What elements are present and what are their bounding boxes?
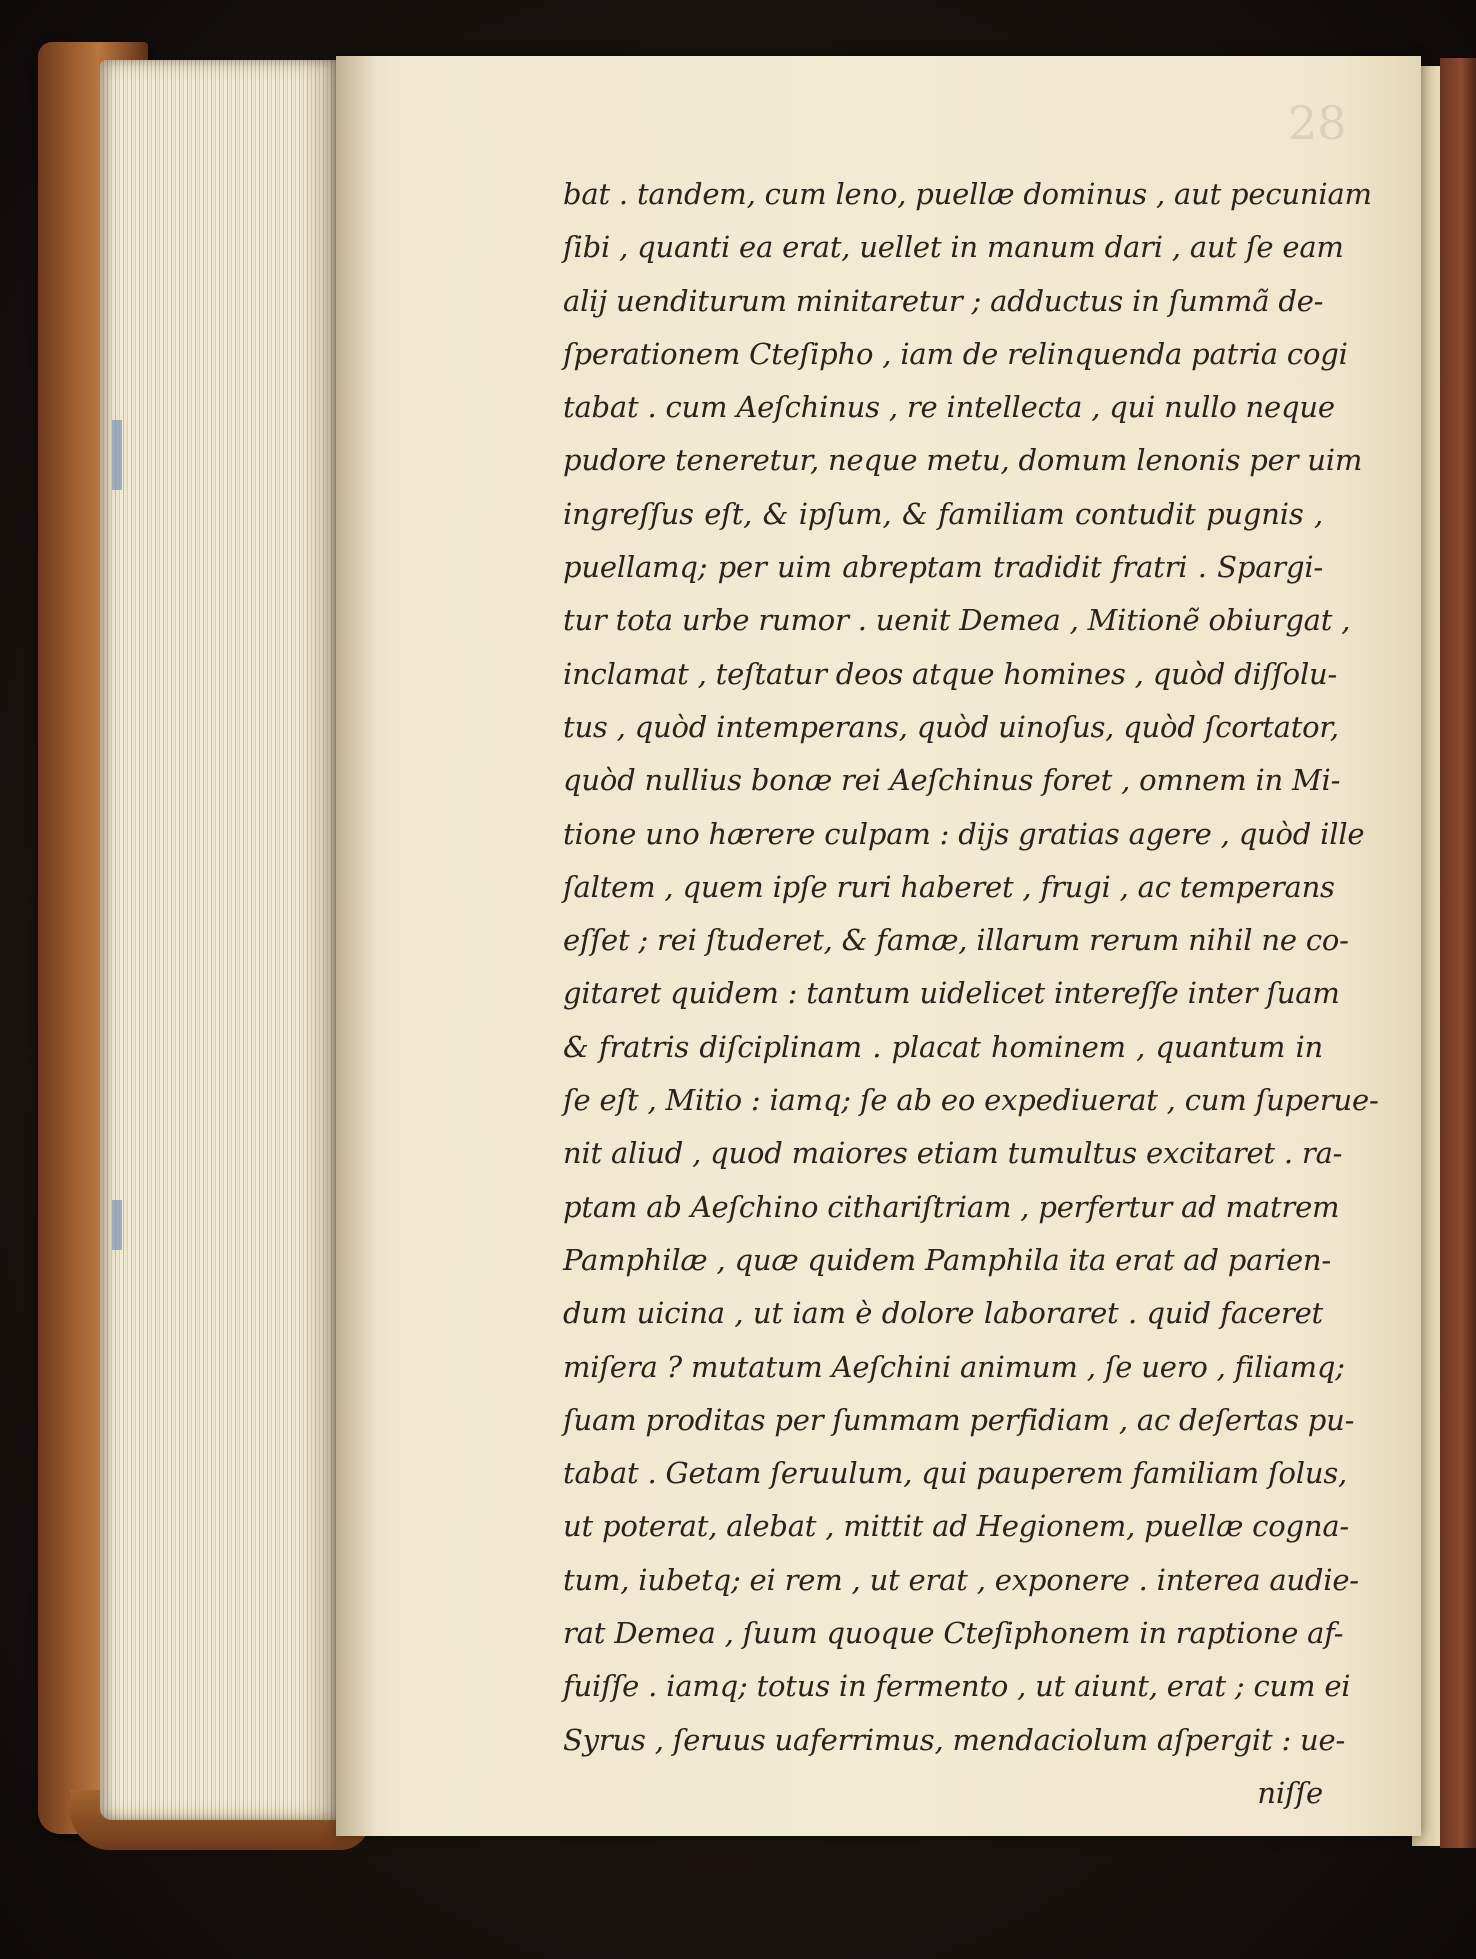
text-line: ptam ab Aeſchino cithariſtriam , perfertur ad matrem [563,1189,1340,1224]
text-line: ut poterat, alebat , mittit ad Hegionem, puellæ cogna- [563,1509,1350,1544]
text-line: gitaret quidem : tantum uidelicet intereſſe inter ſuam [563,976,1340,1011]
text-line: tione uno hærere culpam : dijs gratias agere , quòd ille [563,816,1365,851]
text-line: puellamq; per uim abreptam tradidit fratri . Spargi- [563,550,1323,585]
text-line: eſſet ; rei ſtuderet, & famæ, illarum rerum nihil ne co- [563,923,1349,958]
text-line: quòd nullius bonæ rei Aeſchinus foret , omnem in Mi- [563,763,1341,798]
blue-page-marker [112,1200,122,1250]
text-line: bat . tandem, cum leno, puellæ dominus , aut pecuniam [563,177,1372,211]
page-text [563,168,1379,1820]
catchword: niſſe [1257,1775,1323,1810]
text-line: nit aliud , quod maiores etiam tumultus excitaret . ra- [563,1136,1343,1171]
text-line: dum uicina , ut iam è dolore laboraret . quid faceret [563,1296,1323,1331]
right-cover [1440,58,1476,1848]
text-line: fuiſſe . iamq; totus in fermento , ut aiunt, erat ; cum ei [563,1669,1351,1704]
bleed-through-page-number: 28 [1288,96,1347,150]
text-line: ſaltem , quem ipſe ruri haberet , frugi , ac temperans [563,869,1335,904]
text-line: Syrus , ſeruus uaferrimus, mendaciolum aſpergit : ue- [563,1722,1346,1757]
text-line: ſuam proditas per ſummam perfidiam , ac deſertas pu- [563,1402,1355,1437]
text-line: tum, iubetq; ei rem , ut erat , exponere . interea audie- [563,1562,1359,1597]
text-line: Pamphilæ , quæ quidem Pamphila ita erat ad parien- [563,1242,1332,1277]
text-line: ſibi , quanti ea erat, uellet in manum dari , aut ſe eam [563,230,1344,265]
text-line: miſera ? mutatum Aeſchini animum , ſe uero , filiamq; [563,1349,1345,1384]
text-line: tabat . cum Aeſchinus , re intellecta , qui nullo neque [563,390,1335,425]
text-line: ſperationem Cteſipho , iam de relinquenda patria cogi [563,336,1348,371]
text-line: tus , quòd intemperans, quòd uinoſus, quòd ſcortator, [563,709,1339,744]
text-line: pudore teneretur, neque metu, domum lenonis per uim [563,443,1363,478]
text-line: ingreſſus eſt, & ipſum, & familiam contudit pugnis , [563,496,1323,531]
blue-page-marker [112,420,122,490]
text-line: rat Demea , ſuum quoque Cteſiphonem in raptione af- [563,1616,1344,1651]
text-line: alij uenditurum minitaretur ; adductus in ſummã de- [563,283,1324,318]
text-line: inclamat , teſtatur deos atque homines , quòd diſſolu- [563,656,1338,691]
gutter-shadow [336,56,376,1836]
text-line: ſe eſt , Mitio : iamq; ſe ab eo expediuerat , cum ſuperue- [563,1083,1379,1118]
text-line: tabat . Getam ſeruulum, qui pauperem familiam ſolus, [563,1456,1348,1491]
text-line: & fratris diſciplinam . placat hominem , quantum in [563,1029,1323,1064]
text-line: tur tota urbe rumor . uenit Demea , Mitionẽ obiurgat , [563,603,1351,638]
